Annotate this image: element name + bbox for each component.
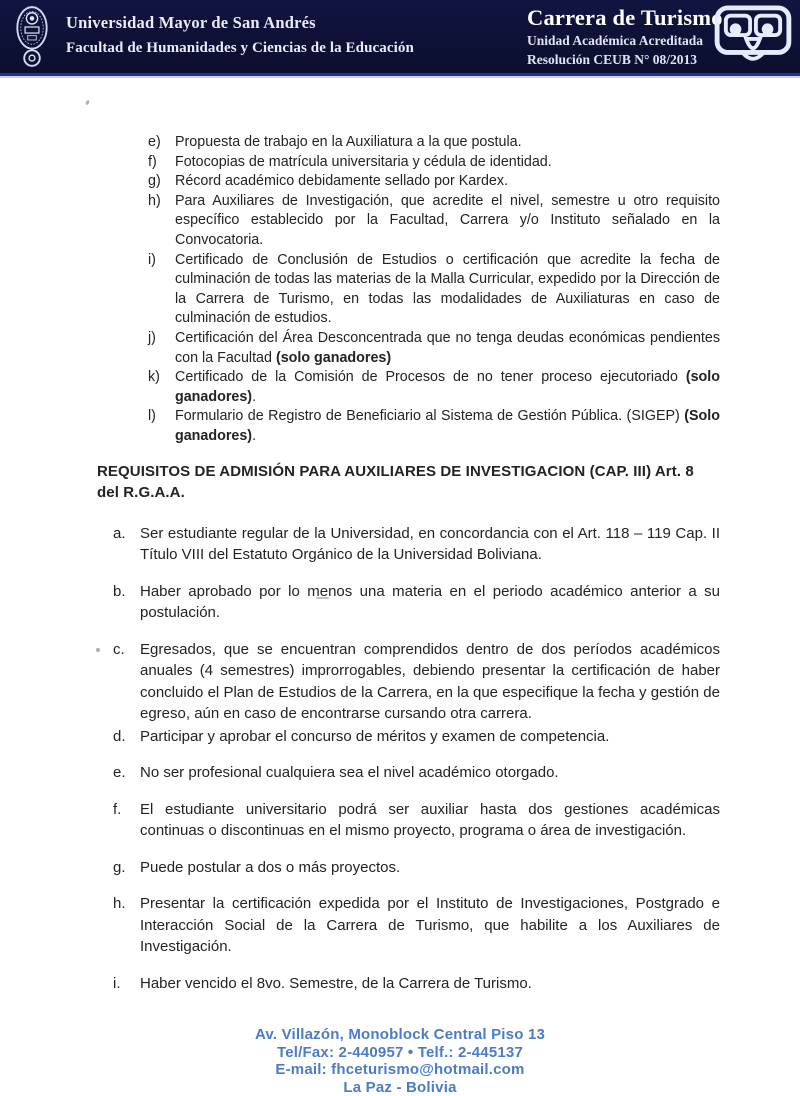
scan-artifact — [96, 648, 100, 652]
letterhead — [0, 0, 800, 76]
list-item — [113, 893, 720, 958]
list-item — [113, 726, 720, 748]
list-item — [113, 581, 720, 624]
university-seal-icon — [13, 3, 51, 75]
list-item — [148, 133, 720, 153]
university-name: Universidad Mayor de San Andrés — [66, 13, 414, 33]
item-text: Certificado de la Comisión de Procesos de no tener proceso ejecutoriado (solo ganadores). — [175, 368, 720, 407]
item-letter: h) — [148, 192, 175, 251]
item-text: Certificado de Conclusión de Estudios o certificación que acredite la fecha de culminación de todas las materias de la Malla Curricular, expedido por la Dirección de la Carrera de Turismo, en todas las modalidades de Auxiliaturas en caso de culminación de estudios. — [175, 251, 720, 329]
item-letter: f) — [148, 153, 175, 173]
item-text: No ser profesional cualquiera sea el nivel académico otorgado. — [140, 762, 720, 784]
institution-block — [66, 13, 414, 57]
list-item — [113, 762, 720, 784]
item-text: Puede postular a dos o más proyectos. — [140, 857, 720, 879]
item-text: Haber vencido el 8vo. Semestre, de la Carrera de Turismo. — [140, 973, 720, 995]
list-item — [113, 639, 720, 725]
item-text: El estudiante universitario podrá ser auxiliar hasta dos gestiones académicas continuas o discontinuas en el mismo proyecto, programa o área de investigación. — [140, 799, 720, 842]
requirements-list-e-l — [148, 133, 720, 447]
item-letter: j) — [148, 329, 175, 368]
list-item — [148, 407, 720, 446]
program-block — [527, 5, 723, 68]
footer-email: E-mail: fhceturismo@hotmail.com — [0, 1061, 800, 1079]
list-item — [113, 973, 720, 995]
resolution-line: Resolución CEUB N° 08/2013 — [527, 52, 723, 68]
list-item — [148, 329, 720, 368]
item-letter: i. — [113, 973, 140, 995]
scan-artifact — [316, 597, 329, 599]
item-letter: k) — [148, 368, 175, 407]
footer-phones: Tel/Fax: 2-440957 • Telf.: 2-445137 — [0, 1044, 800, 1062]
item-letter: d. — [113, 726, 140, 748]
item-letter: g) — [148, 172, 175, 192]
faculty-name: Facultad de Humanidades y Ciencias de la Educación — [66, 40, 414, 57]
item-letter: a. — [113, 523, 140, 566]
item-text: Haber aprobado por lo menos una materia en el periodo académico anterior a su postulación. — [140, 581, 720, 624]
item-letter: b. — [113, 581, 140, 624]
item-letter: e. — [113, 762, 140, 784]
footer-address: Av. Villazón, Monoblock Central Piso 13 — [0, 1026, 800, 1044]
list-item — [148, 172, 720, 192]
list-item — [113, 857, 720, 879]
item-text: Presentar la certificación expedida por el Instituto de Investigaciones, Postgrado e Interacción Social de la Carrera de Turismo, que habilite a los Auxiliares de Investigación. — [140, 893, 720, 958]
item-letter: f. — [113, 799, 140, 842]
item-letter: h. — [113, 893, 140, 958]
list-item — [148, 368, 720, 407]
item-letter: e) — [148, 133, 175, 153]
footer-contact — [0, 1026, 800, 1096]
list-item — [148, 192, 720, 251]
item-text: Propuesta de trabajo en la Auxiliatura a la que postula. — [175, 133, 720, 153]
item-letter: l) — [148, 407, 175, 446]
list-item — [148, 153, 720, 173]
section-heading: REQUISITOS DE ADMISIÓN PARA AUXILIARES DE INVESTIGACION (CAP. III) Art. 8 del R.G.A.A. — [97, 461, 716, 503]
item-letter: c. — [113, 639, 140, 725]
list-item — [148, 251, 720, 329]
item-letter: g. — [113, 857, 140, 879]
list-item — [113, 799, 720, 842]
item-text: Récord académico debidamente sellado por Kardex. — [175, 172, 720, 192]
item-text: Certificación del Área Desconcentrada que no tenga deudas económicas pendientes con la Facultad (solo ganadores) — [175, 329, 720, 368]
item-letter: i) — [148, 251, 175, 329]
list-item — [113, 523, 720, 566]
program-title: Carrera de Turismo — [527, 5, 723, 31]
item-text: Para Auxiliares de Investigación, que acredite el nivel, semestre u otro requisito específico establecido por la Facultad, Carrera y/o Instituto señalado en la Convocatoria. — [175, 192, 720, 251]
item-text: Fotocopias de matrícula universitaria y cédula de identidad. — [175, 153, 720, 173]
footer-location: La Paz - Bolivia — [0, 1079, 800, 1096]
item-text: Ser estudiante regular de la Universidad, en concordancia con el Art. 118 – 119 Cap. II Título VIII del Estatuto Orgánico de la Universidad Boliviana. — [140, 523, 720, 566]
document-body — [0, 133, 800, 994]
item-text: Formulario de Registro de Beneficiario al Sistema de Gestión Pública. (SIGEP) (Solo ganadores). — [175, 407, 720, 446]
item-text: Participar y aprobar el concurso de méritos y examen de competencia. — [140, 726, 720, 748]
turismo-mask-icon — [713, 4, 793, 73]
accreditation-line: Unidad Académica Acreditada — [527, 33, 723, 49]
item-text: Egresados, que se encuentran comprendidos dentro de dos períodos académicos anuales (4 semestres) improrrogables, debiendo presentar la certificación de haber concluido el Plan de Estudios de la Carrera, en la que especifique la fecha y gestión de egreso, aún en caso de encontrarse cursando otra carrera. — [140, 639, 720, 725]
scan-artifact — [85, 100, 90, 106]
admission-requirements-list — [113, 523, 720, 995]
